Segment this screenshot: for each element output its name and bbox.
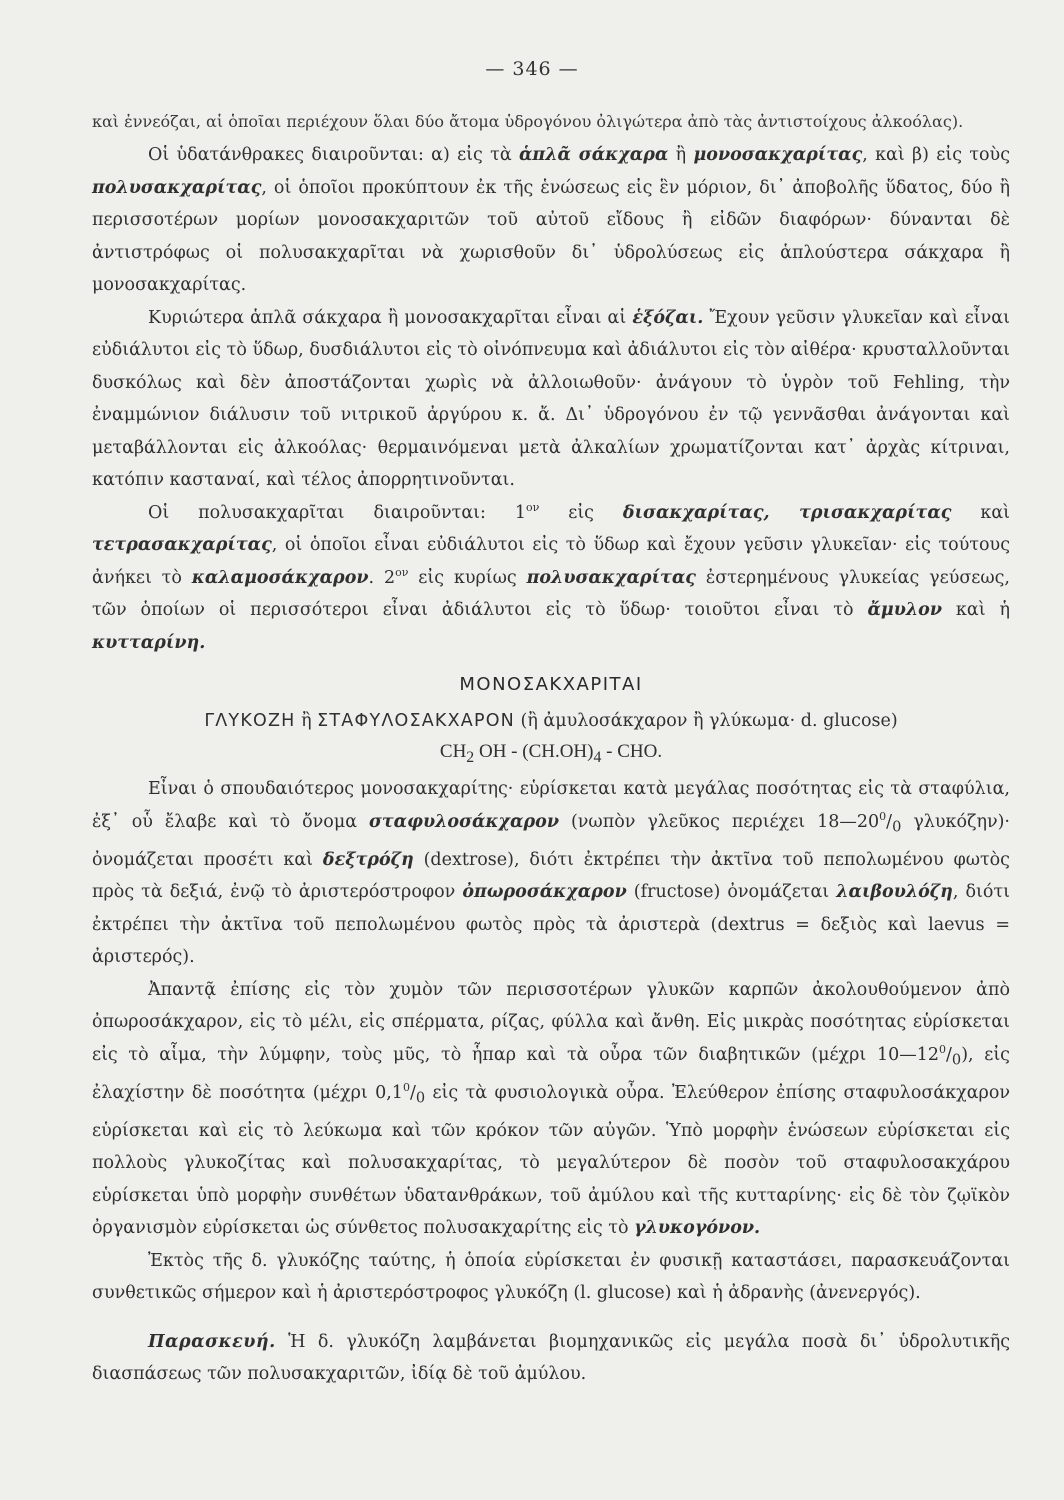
continuation-paragraph: καὶ ἐννεόζαι, αἱ ὁποῖαι περιέχουν ὅλαι δύο ἄτομα ὑδρογόνου ὀλιγώτερα ἀπὸ τὰς ἀντιστοίχους ἀλκοόλας). [92,112,964,131]
section-heading: ΜΟΝΟΣΑΚΧΑΡΙΤΑΙ [459,674,643,695]
term-starch: ἄμυλον [867,600,942,620]
term-fruit-sugar: ὀπωροσάκχαρον [462,882,627,903]
term-simple-sugars: ἁπλᾶ σάκχαρα [518,145,669,165]
term-dextrose: δεξτρόζη [322,849,414,870]
paragraph-classification: Οἱ ὑδατάνθρακες διαιροῦνται: α) εἰς τὰ ἁπλᾶ σάκχαρα ἢ μονοσακχαρίτας, καὶ β) εἰς τοὺς πολυσακχαρίτας, οἱ ὁποῖοι προκύπτουν ἐκ τῆς ἑνώσεως εἰς ἓν μόριον, δι᾽ ἀποβολῆς ὕδατος, δύο ἢ περισσοτέρων μορίων μονοσακχαριτῶν τοῦ αὐτοῦ εἴδους ἢ εἰδῶν διαφόρων· δύνανται δὲ ἀντιστρόφως οἱ πολυσακχαρῖται νὰ χωρισθοῦν δι᾽ ὑδρολύσεως εἰς ἁπλούστερα σάκχαρα ἢ μονοσακχαρίτας. [92,145,1010,295]
paragraph-glucose-description: Εἶναι ὁ σπουδαιότερος μονοσακχαρίτης· εὑρίσκεται κατὰ μεγάλας ποσότητας εἰς τὰ σταφύλια, ἐξ᾽ οὗ ἔλαβε καὶ τὸ ὄνομα σταφυλοσάκχαρον (νωπὸν γλεῦκος περιέχει $18—20^0/_0$ γλυκόζην)· ὀνομάζεται προσέτι καὶ δεξτρόζη (dextrose), διότι ἐκτρέπει τὴν ἀκτῖνα τοῦ πεπολωμένου φωτὸς πρὸς τὰ δεξιά, ἐνῷ τὸ ἀριστερόστροφον ὀπωροσάκχαρον (fructose) ὀνομάζεται λαιβουλόζη, διότι ἐκτρέπει τὴν ἀκτῖνα τοῦ πεπολωμένου φωτὸς πρὸς τὰ ἀριστερὰ (dextrus = δεξιὸς καὶ laevus = ἀριστερός). [92,779,1010,968]
paragraph-preparation: Παρασκευή. Ἡ δ. γλυκόζη λαμβάνεται βιομηχανικῶς εἰς μεγάλα ποσὰ δι᾽ ὑδρολυτικῆς διασπάσεως τῶν πολυσακχαριτῶν, ἰδίᾳ δὲ τοῦ ἀμύλου. [92,1331,1010,1385]
term-di-tri-saccharides: δισακχαρίτας, τρισακχαρίτας [622,502,952,523]
page-body [92,108,1010,1391]
term-cellulose: κυτταρίνη. [92,632,206,653]
chemical-formula: $CH_2$ OH - $(CH.OH)_4$ - CHO. [439,740,663,766]
term-polysaccharides-2: πολυσακχαρίτας [526,567,696,588]
term-hexoses: ἑξόζαι. [632,307,704,328]
term-glycogen: γλυκογόνον. [634,1218,761,1239]
paragraph-synthetic: Ἐκτὸς τῆς δ. γλυκόζης ταύτης, ἡ ὁποία εὑρίσκεται ἐν φυσικῇ καταστάσει, παρασκευάζονται συνθετικῶς σήμερον καὶ ἡ ἀριστερόστροφος γλυκόζη (l. glucose) καὶ ἡ ἀδρανὴς (ἀνενεργός). [92,1250,1010,1304]
term-monosaccharides: μονοσακχαρίτας [693,145,863,165]
page-number: — 346 — [485,58,579,80]
term-polysaccharides: πολυσακχαρίτας [92,177,262,198]
term-grape-sugar: σταφυλοσάκχαρον [369,811,559,832]
term-tetrasaccharides: τετρασακχαρίτας [92,535,272,555]
term-cane-sugar: καλαμοσάκχαρον [191,567,369,588]
paragraph-hexoses: Κυριώτερα ἁπλᾶ σάκχαρα ἢ μονοσακχαρῖται εἶναι αἱ ἑξόζαι. Ἔχουν γεῦσιν γλυκεῖαν καὶ εἶναι εὐδιάλυτοι εἰς τὸ ὕδωρ, δυσδιάλυτοι εἰς τὸ οἰνόπνευμα καὶ ἀδιάλυτοι εἰς τὸν αἰθέρα· κρυσταλλοῦνται δυσκόλως καὶ δὲν ἀποστάζονται χωρὶς νὰ ἀλλοιωθοῦν· ἀνάγουν τὸ ὑγρὸν τοῦ Fehling, τὴν ἐναμμώνιον διάλυσιν τοῦ νιτρικοῦ ἀργύρου κ. ἄ. Δι᾽ ὑδρογόνου ἐν τῷ γεννᾶσθαι ἀνάγονται καὶ μεταβάλλονται εἰς ἀλκοόλας· θερμαινόμεναι μετὰ ἀλκαλίων χρωματίζονται κατ᾽ ἀρχὰς κίτριναι, κατόπιν κασταναί, καὶ τέλος ἀπορρητινοῦνται. [92,307,1010,490]
term-levulose: λαιβουλόζη [836,882,953,903]
subsection-heading: ΓΛΥΚΟΖΗ ἢ ΣΤΑΦΥΛΟΣΑΚΧΑΡΟΝ (ἢ ἀμυλοσάκχαρον ἢ γλύκωμα· d. glucose) [204,710,898,731]
paragraph-polysaccharides: Οἱ πολυσακχαρῖται διαιροῦνται: $1^{o\nu}$ εἰς δισακχαρίτας, τρισακχαρίτας καὶ τετρασακχαρίτας, οἱ ὁποῖοι εἶναι εὐδιάλυτοι εἰς τὸ ὕδωρ καὶ ἔχουν γεῦσιν γλυκεῖαν· εἰς τούτους ἀνήκει τὸ καλαμοσάκχαρον. $2^{o\nu}$ εἰς κυρίως πολυσακχαρίτας ἐστερημένους γλυκείας γεύσεως, τῶν ὁποίων οἱ περισσότεροι εἶναι ἀδιάλυτοι εἰς τὸ ὕδωρ· τοιοῦτοι εἶναι τὸ ἄμυλον καὶ ἡ κυτταρίνη. [92,500,1010,653]
paragraph-occurrence: Ἀπαντᾷ ἐπίσης εἰς τὸν χυμὸν τῶν περισσοτέρων γλυκῶν καρπῶν ἀκολουθούμενον ἀπὸ ὀπωροσάκχαρον, εἰς τὸ μέλι, εἰς σπέρματα, ρίζας, φύλλα καὶ ἄνθη. Εἰς μικρὰς ποσότητας εὑρίσκεται εἰς τὸ αἷμα, τὴν λύμφην, τοὺς μῦς, τὸ ἧπαρ καὶ τὰ οὖρα τῶν διαβητικῶν (μέχρι $10—12^0/_0$), εἰς ἐλαχίστην δὲ ποσότητα (μέχρι $0,1^0/_0$ εἰς τὰ φυσιολογικὰ οὖρα. Ἐλεύθερον ἐπίσης σταφυλοσάκχαρον εὑρίσκεται καὶ εἰς τὸ λεύκωμα καὶ τῶν κρόκον τῶν αὐγῶν. Ὑπὸ μορφὴν ἑνώσεων εὑρίσκεται εἰς πολλοὺς γλυκοζίτας καὶ πολυσακχαρίτας, τὸ μεγαλύτερον δὲ ποσὸν τοῦ σταφυλοσακχάρου εὑρίσκεται ὑπὸ μορφὴν συνθέτων ὑδατανθράκων, τοῦ ἀμύλου καὶ τῆς κυτταρίνης· εἰς δὲ τὸν ζῳϊκὸν ὀργανισμὸν εὑρίσκεται ὡς σύνθετος πολυσακχαρίτης εἰς τὸ γλυκογόνον. [92,979,1010,1239]
run-in-heading-preparation: Παρασκευή. [148,1331,276,1352]
